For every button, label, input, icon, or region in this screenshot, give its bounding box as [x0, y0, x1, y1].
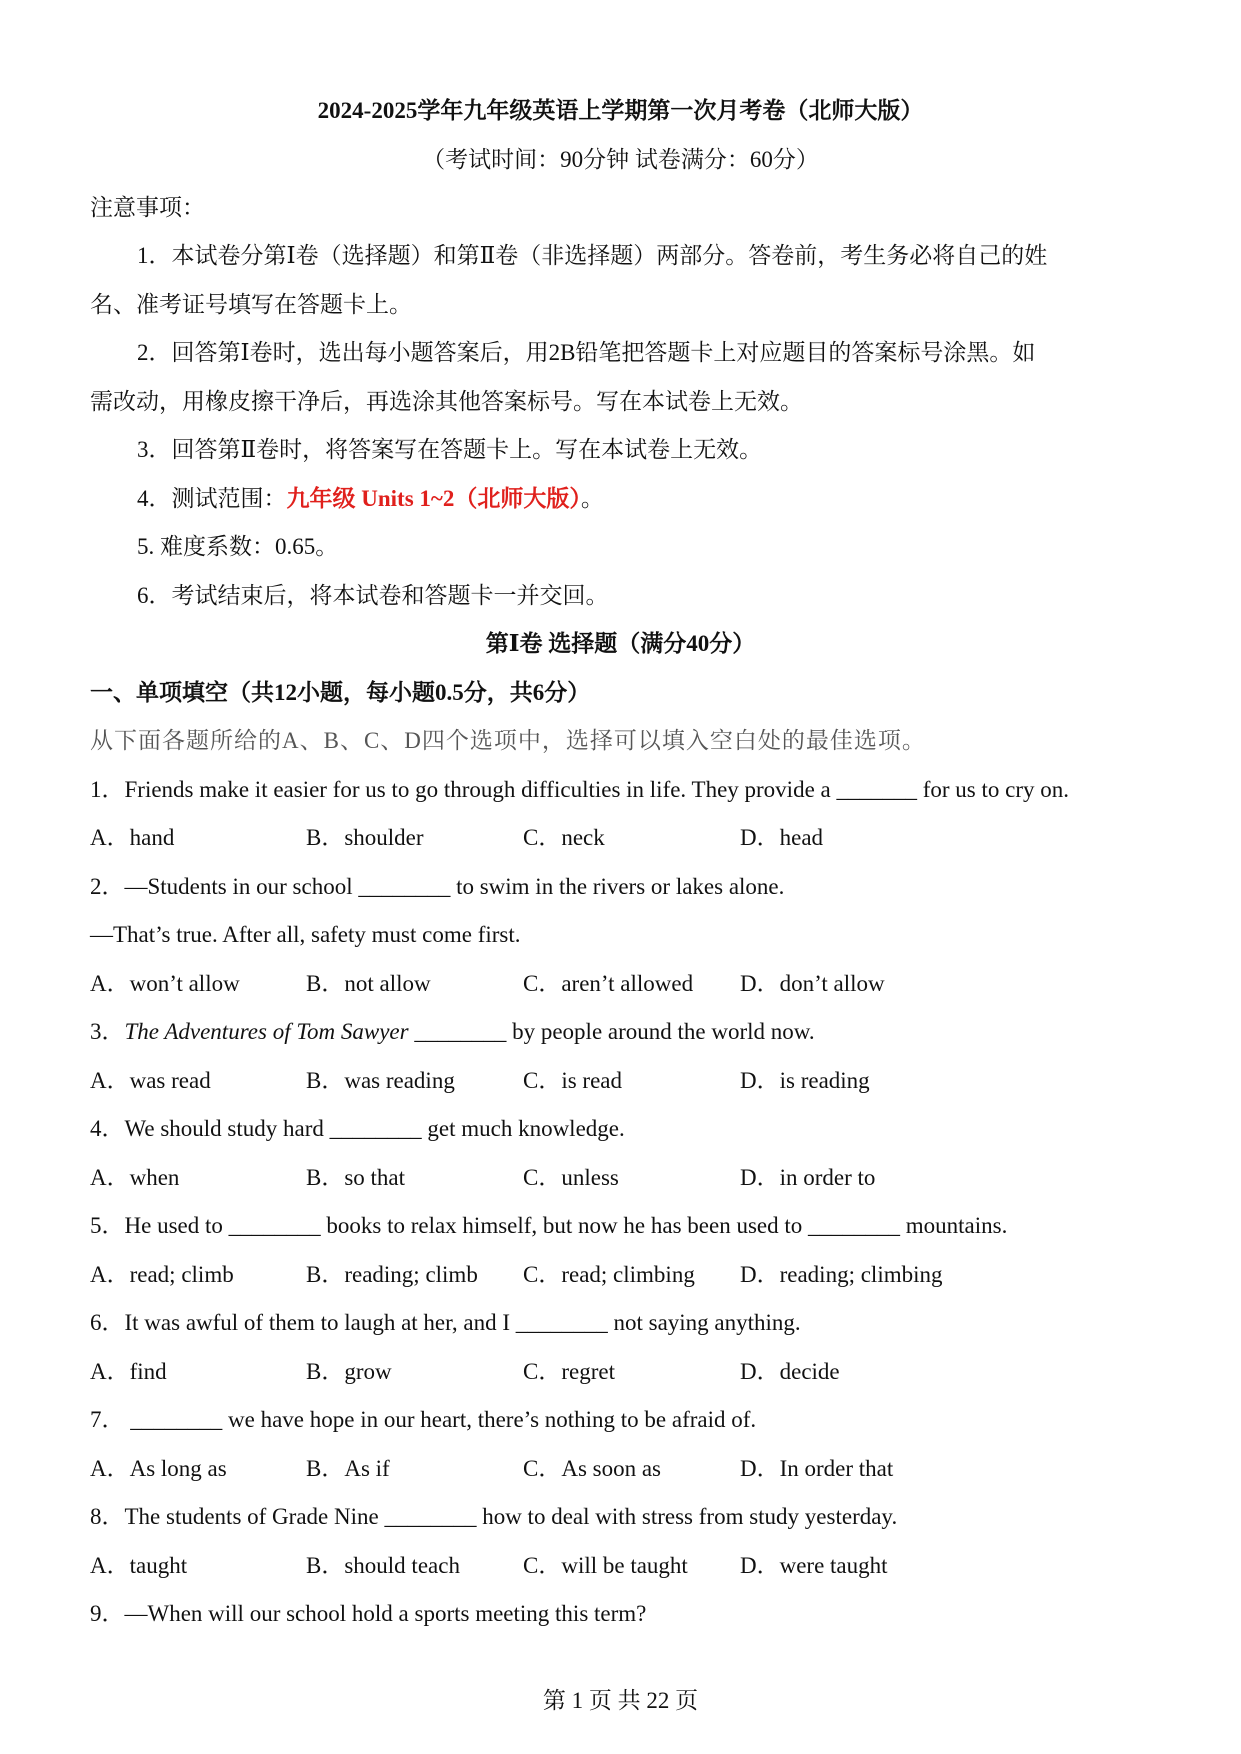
note-2a: 2．回答第Ⅰ卷时，选出每小题答案后，用2B铅笔把答题卡上对应题目的答案标号涂黑。如: [137, 340, 1036, 365]
question-2-options: [90, 969, 1190, 999]
q2-option-b: B．not allow: [306, 971, 431, 996]
exam-title: 2024-2025学年九年级英语上学期第一次月考卷（北师大版）: [317, 98, 924, 123]
note-1b: 名、准考证号填写在答题卡上。: [90, 292, 412, 317]
question-8-options: [90, 1551, 1190, 1581]
notes-heading: 注意事项：: [90, 195, 205, 220]
section-instruction: 从下面各题所给的A、B、C、D四个选项中，选择可以填入空白处的最佳选项。: [90, 728, 926, 753]
q7-option-d: D．In order that: [740, 1456, 894, 1481]
exam-subtitle: （考试时间：90分钟 试卷满分：60分）: [422, 147, 819, 172]
note-6: 6．考试结束后，将本试卷和答题卡一并交回。: [137, 583, 609, 608]
q6-option-d: D．decide: [740, 1359, 840, 1384]
note-4: [137, 484, 1207, 514]
q3-number: 3．: [90, 1019, 125, 1044]
q1-option-b: B．shoulder: [306, 825, 424, 850]
q7-option-c: C．As soon as: [523, 1456, 662, 1481]
q3-rest: ________ by people around the world now.: [408, 1019, 815, 1044]
q7-option-a: A．As long as: [90, 1456, 227, 1481]
q5-option-d: D．reading; climbing: [740, 1262, 943, 1287]
question-2-stem: 2．—Students in our school ________ to swim in the rivers or lakes alone.: [90, 874, 785, 899]
q5-option-c: C．read; climbing: [523, 1262, 695, 1287]
question-6-stem: 6．It was awful of them to laugh at her, and I ________ not saying anything.: [90, 1310, 801, 1335]
question-5-options: [90, 1260, 1190, 1290]
note-4-prefix: 4．测试范围：: [137, 486, 287, 511]
q8-option-b: B．should teach: [306, 1553, 460, 1578]
q6-option-c: C．regret: [523, 1359, 615, 1384]
question-3-options: [90, 1066, 1190, 1096]
question-2-response: —That’s true. After all, safety must come first.: [90, 922, 521, 947]
question-9-stem: 9．—When will our school hold a sports meeting this term?: [90, 1601, 647, 1626]
question-3-stem: [90, 1017, 1160, 1047]
q7-option-b: B．As if: [306, 1456, 390, 1481]
q2-option-c: C．aren’t allowed: [523, 971, 694, 996]
q1-option-d: D．head: [740, 825, 824, 850]
q8-option-a: A．taught: [90, 1553, 188, 1578]
note-2b: 需改动，用橡皮擦干净后，再选涂其他答案标号。写在本试卷上无效。: [90, 389, 803, 414]
q8-option-c: C．will be taught: [523, 1553, 688, 1578]
q3-option-a: A．was read: [90, 1068, 211, 1093]
q4-option-a: A．when: [90, 1165, 180, 1190]
q4-option-b: B．so that: [306, 1165, 406, 1190]
q5-option-a: A．read; climb: [90, 1262, 234, 1287]
q4-option-d: D．in order to: [740, 1165, 876, 1190]
note-4-scope: 九年级 Units 1~2（北师大版）: [286, 486, 581, 511]
question-4-options: [90, 1163, 1190, 1193]
question-7-stem: 7． ________ we have hope in our heart, there’s nothing to be afraid of.: [90, 1407, 757, 1432]
q6-option-b: B．grow: [306, 1359, 392, 1384]
q3-book-title: The Adventures of Tom Sawyer: [124, 1019, 409, 1044]
q4-option-c: C．unless: [523, 1165, 619, 1190]
note-5: 5. 难度系数：0.65。: [137, 534, 339, 559]
note-3: 3．回答第Ⅱ卷时，将答案写在答题卡上。写在本试卷上无效。: [137, 437, 763, 462]
q3-option-c: C．is read: [523, 1068, 623, 1093]
question-1-options: [90, 823, 1190, 853]
section-heading: 一、单项填空（共12小题，每小题0.5分，共6分）: [90, 680, 591, 705]
question-5-stem: 5．He used to ________ books to relax himself, but now he has been used to ________ mountains.: [90, 1213, 1008, 1238]
note-4-suffix: 。: [580, 486, 604, 511]
q1-option-a: A．hand: [90, 825, 175, 850]
part-title: 第Ⅰ卷 选择题（满分40分）: [485, 631, 756, 656]
q3-option-b: B．was reading: [306, 1068, 455, 1093]
question-7-options: [90, 1454, 1190, 1484]
page-footer: 第 1 页 共 22 页: [542, 1688, 699, 1713]
question-1-stem: 1．Friends make it easier for us to go through difficulties in life. They provide a _______ for us to cry on.: [90, 777, 1070, 802]
q5-option-b: B．reading; climb: [306, 1262, 478, 1287]
q1-option-c: C．neck: [523, 825, 605, 850]
question-6-options: [90, 1357, 1190, 1387]
q8-option-d: D．were taught: [740, 1553, 888, 1578]
question-8-stem: 8．The students of Grade Nine ________ how to deal with stress from study yesterday.: [90, 1504, 898, 1529]
q2-option-a: A．won’t allow: [90, 971, 240, 996]
note-1a: 1．本试卷分第Ⅰ卷（选择题）和第Ⅱ卷（非选择题）两部分。答卷前，考生务必将自己的姓: [137, 243, 1048, 268]
q2-option-d: D．don’t allow: [740, 971, 885, 996]
q3-option-d: D．is reading: [740, 1068, 870, 1093]
question-4-stem: 4．We should study hard ________ get much knowledge.: [90, 1116, 625, 1141]
q6-option-a: A．find: [90, 1359, 167, 1384]
